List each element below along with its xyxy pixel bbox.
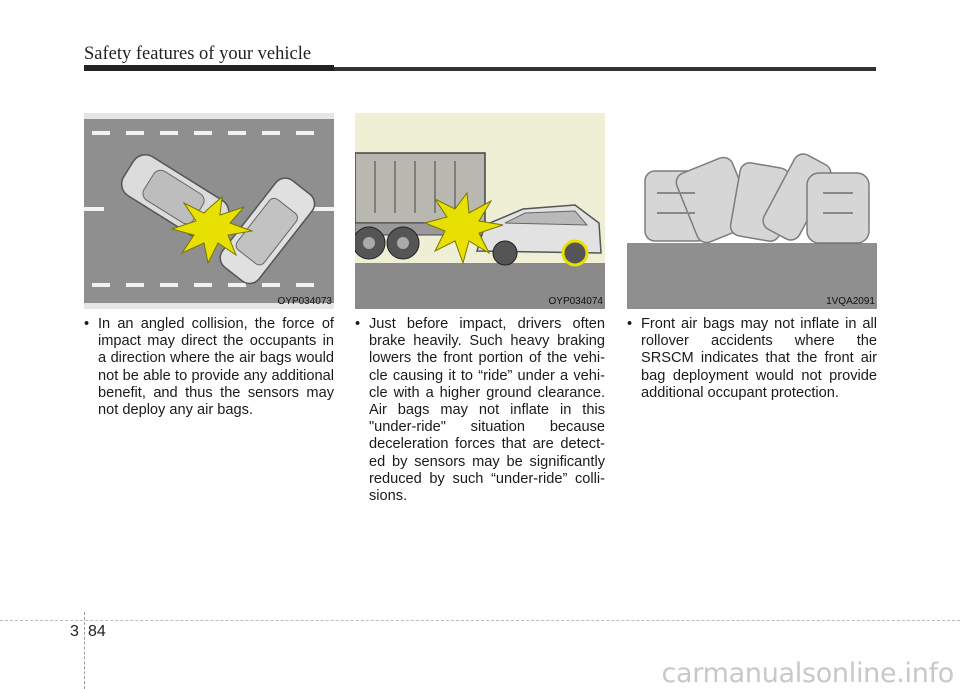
column-1-text xyxy=(84,316,334,419)
rollover-paragraph: Front air bags may not inflate in all rollover accidents where the SRSCM indicates that the front air bag deployment would not provide additional occupant protection. xyxy=(641,316,877,401)
under-ride-illustration xyxy=(355,113,605,309)
bullet-marker: • xyxy=(84,316,90,332)
bullet-marker: • xyxy=(627,316,633,332)
page-header-title: Safety features of your vehicle xyxy=(84,44,312,64)
figure-under-ride xyxy=(355,113,605,309)
angled-collision-paragraph: In an angled collision, the force of impact may direct the occupants in a direction where the air bags would not be able to provide any additional benefit, and thus the sensors may not deploy any air bags. xyxy=(98,316,334,419)
header-rule xyxy=(84,67,876,71)
bullet-marker: • xyxy=(355,316,361,332)
watermark: carmanualsonline.info xyxy=(661,658,954,689)
angled-collision-illustration xyxy=(84,113,334,309)
under-ride-paragraph: Just before impact, drivers often brake heavily. Such heavy braking lowers the front portion of the vehi-cle causing it to “ride” under a vehi-cle with a higher ground clearance. Air bags may not inflate in this "under-ride" situation because deceleration forces that are detect-ed by sensors may be significantly reduced by such “under-ride” colli-sions. xyxy=(369,316,605,505)
footer-divider xyxy=(84,612,85,689)
figure-code-label: OYP034074 xyxy=(548,296,603,307)
rollover-illustration xyxy=(627,113,877,309)
footer-rule xyxy=(0,620,960,621)
page-number: 84 xyxy=(88,623,106,640)
column-2-text xyxy=(355,316,605,505)
figure-angled-collision xyxy=(84,113,334,309)
figure-code-label: 1VQA2091 xyxy=(826,296,875,307)
figure-code-label: OYP034073 xyxy=(277,296,332,307)
chapter-number: 3 xyxy=(70,623,79,640)
column-3-text xyxy=(627,316,877,402)
figure-rollover xyxy=(627,113,877,309)
